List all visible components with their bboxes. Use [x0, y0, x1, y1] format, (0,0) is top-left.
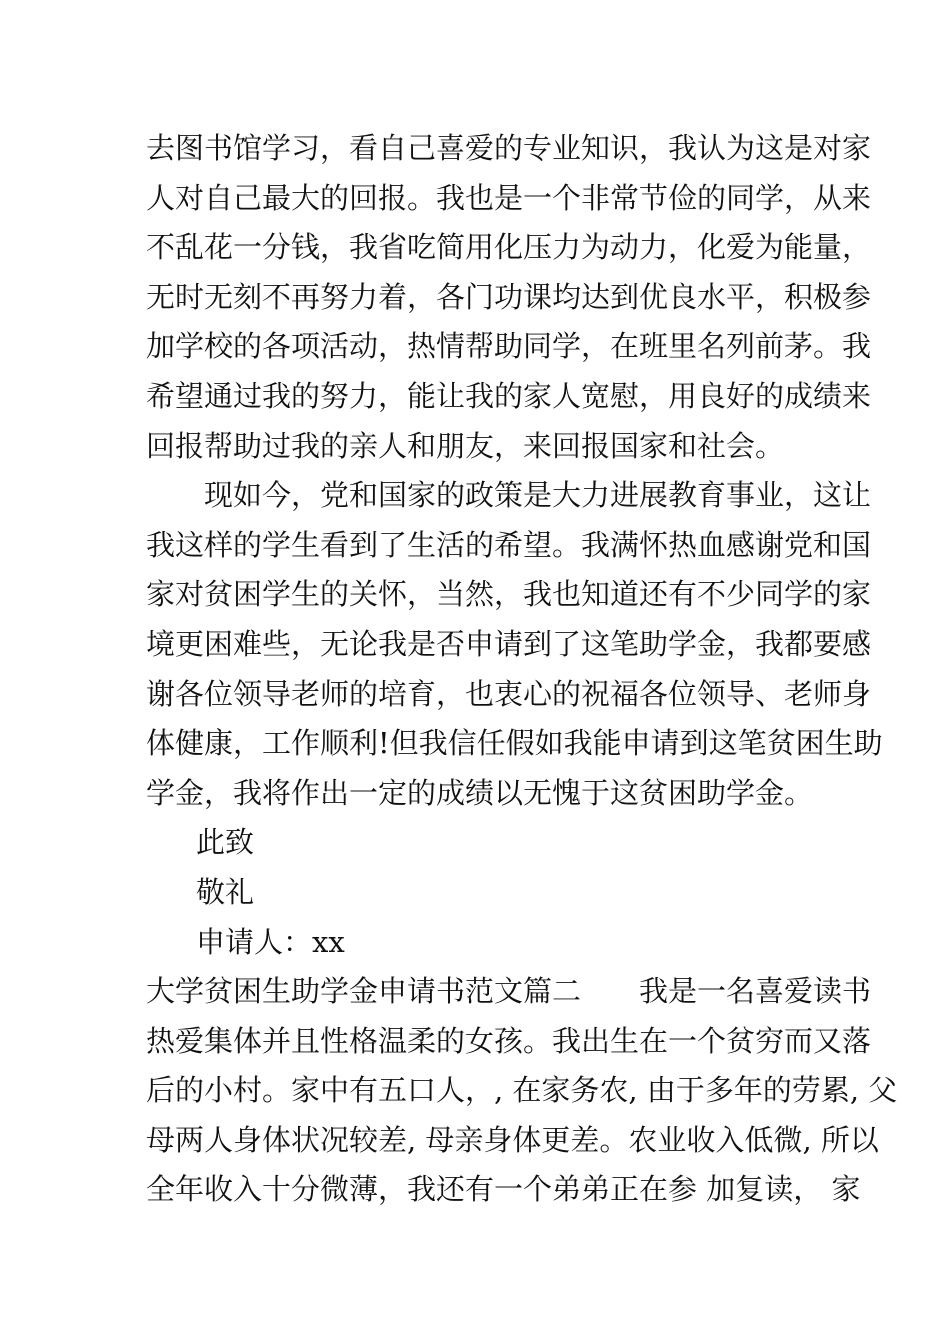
text-line: 体健康，工作顺利!但我信任假如我能申请到这笔贫困生助 — [146, 726, 883, 761]
text-line: 加学校的各项活动，热情帮助同学，在班里名列前茅。我 — [146, 329, 872, 364]
closing-salutation: 此致 — [196, 825, 255, 860]
text-line: 我这样的学生看到了生活的希望。我满怀热血感谢党和国 — [146, 527, 872, 562]
text-line: 希望通过我的努力，能让我的家人宽慰，用良好的成绩来 — [146, 378, 872, 413]
letter-body — [146, 124, 898, 1215]
text-line: 人对自己最大的回报。我也是一个非常节俭的同学，从来 — [146, 180, 872, 215]
text-line: 母两人身体状况较差, 母亲身体更差。农业收入低微, 所以 — [146, 1122, 879, 1157]
paragraph-start-line: 现如今，党和国家的政策是大力进展教育事业，这让 — [204, 478, 872, 513]
applicant-signature: 申请人：xx — [196, 924, 345, 959]
text-line: 后的小村。家中有五口人，, 在家务农, 由于多年的劳累, 父 — [146, 1073, 898, 1108]
text-line: 无时无刻不再努力着，各门功课均达到优良水平，积极参 — [146, 279, 872, 314]
text-line: 不乱花一分钱，我省吃简用化压力为动力，化爱为能量， — [146, 230, 872, 265]
text-line: 谢各位领导老师的培育，也衷心的祝福各位领导、老师身 — [146, 676, 872, 711]
text-line: 学金，我将作出一定的成绩以无愧于这贫困助学金。 — [146, 775, 814, 810]
closing-regards: 敬礼 — [196, 874, 255, 909]
text-line: 家对贫困学生的关怀，当然，我也知道还有不少同学的家 — [146, 577, 872, 612]
text-line: 热爱集体并且性格温柔的女孩。我出生在一个贫穷而又落 — [146, 1023, 872, 1058]
text-line: 境更困难些，无论我是否申请到了这笔助学金，我都要感 — [146, 626, 872, 661]
text-line: 去图书馆学习，看自己喜爱的专业知识，我认为这是对家 — [146, 131, 872, 165]
text-line: 回报帮助过我的亲人和朋友，来回报国家和社会。 — [146, 428, 785, 463]
text-line: 全年收入十分微薄，我还有一个弟弟正在参 加复读， 家 — [146, 1172, 861, 1207]
section-heading-line: 大学贫困生助学金申请书范文篇二 我是一名喜爱读书 — [146, 974, 872, 1009]
